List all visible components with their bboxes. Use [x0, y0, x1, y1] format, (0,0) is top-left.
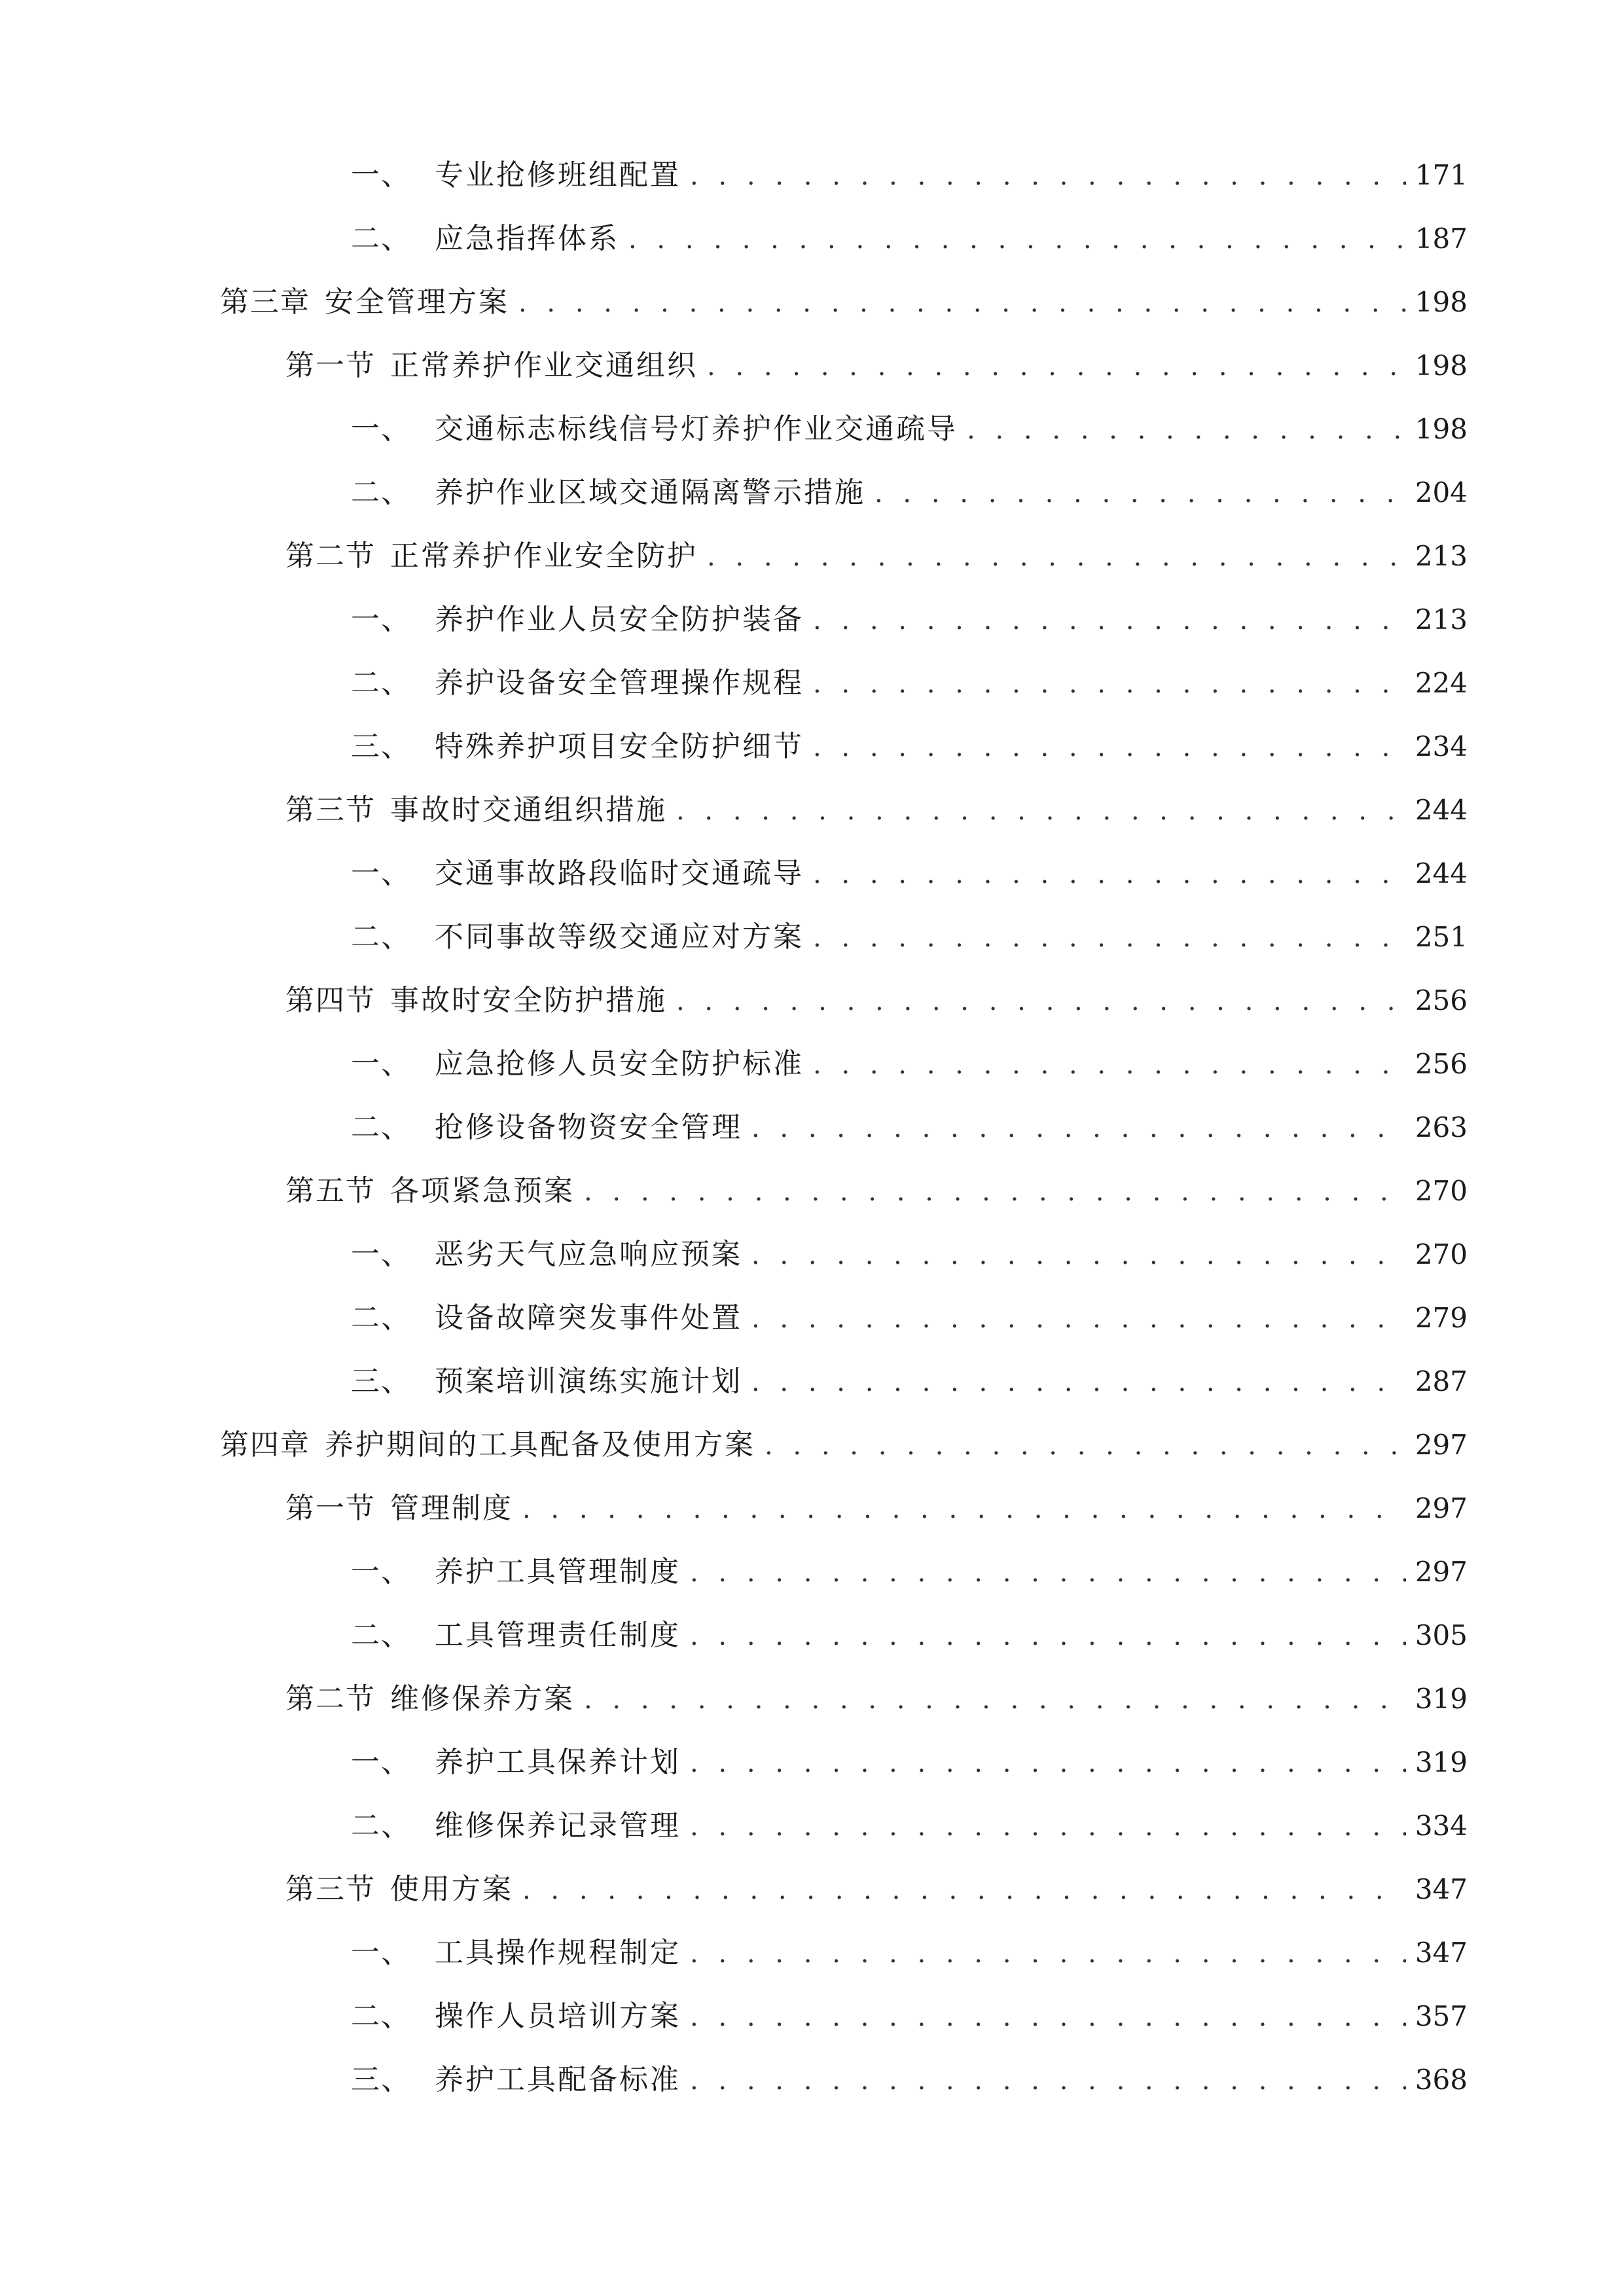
toc-entry-title: 各项紧急预案 [390, 1174, 575, 1208]
toc-entry-number: 第五节 [285, 1174, 376, 1208]
toc-entry-number: 一、 [351, 603, 411, 636]
toc-dot-leader [676, 785, 1406, 837]
toc-entry[interactable] [285, 340, 1468, 392]
toc-entry-title: 特殊养护项目安全防护细节 [435, 730, 804, 763]
toc-entry[interactable] [351, 1038, 1468, 1090]
toc-entry[interactable] [351, 403, 1468, 456]
toc-dot-leader [875, 467, 1406, 520]
toc-entry-page: 319 [1415, 1683, 1468, 1715]
toc-dot-leader [676, 975, 1406, 1028]
toc-entry[interactable] [351, 467, 1468, 519]
toc-entry-number: 二、 [351, 1111, 411, 1144]
toc-entry-page: 171 [1415, 159, 1468, 191]
toc-entry-number: 三、 [351, 730, 411, 763]
toc-entry-page: 347 [1415, 1937, 1468, 1969]
toc-entry-title: 交通标志标线信号灯养护作业交通疏导 [435, 412, 958, 446]
toc-entry[interactable] [351, 657, 1468, 709]
toc-dot-leader [690, 150, 1406, 202]
toc-entry-number: 二、 [351, 476, 411, 509]
toc-entry[interactable] [351, 1736, 1468, 1789]
toc-entry-number: 第三节 [285, 1873, 376, 1906]
toc-dot-leader [518, 277, 1406, 329]
toc-entry-page: 347 [1415, 1873, 1468, 1905]
toc-dot-leader [751, 1293, 1406, 1345]
toc-entry[interactable] [285, 784, 1468, 836]
toc-entry-title: 正常养护作业安全防护 [390, 539, 698, 573]
toc-entry-title: 使用方案 [390, 1873, 513, 1906]
toc-entry-title: 维修保养方案 [390, 1682, 575, 1715]
toc-entry-page: 198 [1415, 350, 1468, 382]
toc-entry[interactable] [351, 149, 1468, 202]
toc-entry[interactable] [285, 975, 1468, 1027]
toc-entry-number: 一、 [351, 1555, 411, 1588]
toc-entry-number: 一、 [351, 1047, 411, 1081]
toc-entry-page: 334 [1415, 1810, 1468, 1842]
toc-entry-title: 工具管理责任制度 [435, 1619, 681, 1652]
toc-entry-number: 三、 [351, 1365, 411, 1398]
toc-entry[interactable] [285, 530, 1468, 583]
toc-entry-title: 不同事故等级交通应对方案 [435, 920, 804, 954]
toc-entry[interactable] [351, 721, 1468, 773]
toc-entry-number: 二、 [351, 1809, 411, 1842]
toc-entry-title: 应急抢修人员安全防护标准 [435, 1047, 804, 1081]
toc-dot-leader [690, 2054, 1406, 2107]
toc-dot-leader [751, 1356, 1406, 1408]
toc-entry-title: 预案培训演练实施计划 [435, 1365, 742, 1398]
toc-entry-number: 第三节 [285, 793, 376, 827]
toc-entry-page: 279 [1415, 1302, 1468, 1334]
toc-dot-leader [813, 658, 1406, 710]
toc-dot-leader [584, 1674, 1406, 1726]
toc-dot-leader [813, 912, 1406, 964]
toc-dot-leader [707, 340, 1406, 393]
toc-entry-number: 一、 [351, 1238, 411, 1271]
toc-entry-page: 244 [1415, 857, 1468, 889]
toc-entry-title: 养护作业人员安全防护装备 [435, 603, 804, 636]
toc-dot-leader [813, 594, 1406, 647]
toc-entry-title: 操作人员培训方案 [435, 2000, 681, 2033]
toc-entry-title: 安全管理方案 [325, 285, 509, 319]
toc-entry-title: 正常养护作业交通组织 [390, 349, 698, 382]
toc-dot-leader [813, 1039, 1406, 1091]
toc-entry-number: 二、 [351, 920, 411, 954]
toc-entry-page: 305 [1415, 1619, 1468, 1651]
toc-entry-number: 第二节 [285, 1682, 376, 1715]
toc-entry[interactable] [220, 1419, 1468, 1471]
toc-entry[interactable] [351, 2054, 1468, 2106]
toc-entry-number: 第一节 [285, 349, 376, 382]
toc-entry-title: 设备故障突发事件处置 [435, 1301, 742, 1335]
toc-entry-number: 一、 [351, 1936, 411, 1969]
toc-entry-title: 工具操作规程制定 [435, 1936, 681, 1969]
toc-dot-leader [690, 1991, 1406, 2043]
toc-entry-number: 一、 [351, 857, 411, 890]
toc-entry-title: 维修保养记录管理 [435, 1809, 681, 1842]
toc-dot-leader [522, 1864, 1406, 1916]
toc-dot-leader [707, 531, 1406, 583]
toc-dot-leader [690, 1737, 1406, 1789]
toc-entry-page: 297 [1415, 1556, 1468, 1588]
toc-entry-title: 事故时安全防护措施 [390, 984, 667, 1017]
toc-dot-leader [813, 721, 1406, 774]
toc-entry-number: 二、 [351, 666, 411, 700]
toc-dot-leader [967, 404, 1406, 456]
toc-entry-page: 251 [1415, 921, 1468, 953]
toc-entry-page: 256 [1415, 1048, 1468, 1080]
toc-entry-number: 第三章 [220, 285, 310, 319]
toc-entry-title: 交通事故路段临时交通疏导 [435, 857, 804, 890]
toc-entry[interactable] [351, 1927, 1468, 1979]
toc-dot-leader [690, 1928, 1406, 1980]
toc-entry-page: 270 [1415, 1175, 1468, 1207]
toc-dot-leader [690, 1610, 1406, 1662]
toc-entry[interactable] [285, 1863, 1468, 1916]
toc-entry-page: 263 [1415, 1111, 1468, 1143]
toc-entry-number: 第二节 [285, 539, 376, 573]
toc-dot-leader [690, 1547, 1406, 1599]
toc-entry[interactable] [285, 1673, 1468, 1725]
toc-entry-number: 三、 [351, 2063, 411, 2096]
toc-entry[interactable] [351, 1609, 1468, 1662]
toc-entry-title: 养护设备安全管理操作规程 [435, 666, 804, 700]
toc-entry-title: 应急指挥体系 [435, 222, 619, 255]
toc-entry-number: 一、 [351, 158, 411, 192]
toc-entry-number: 一、 [351, 1746, 411, 1779]
toc-dot-leader [813, 848, 1406, 901]
toc-entry[interactable] [351, 213, 1468, 265]
toc-entry-number: 第四章 [220, 1428, 310, 1462]
toc-entry[interactable] [351, 1102, 1468, 1154]
toc-dot-leader [751, 1229, 1406, 1282]
toc-entry-number: 第一节 [285, 1492, 376, 1525]
toc-entry-number: 一、 [351, 412, 411, 446]
toc-entry-page: 213 [1415, 540, 1468, 572]
toc-entry-page: 204 [1415, 476, 1468, 509]
toc-entry-title: 养护工具管理制度 [435, 1555, 681, 1588]
toc-entry[interactable] [351, 1229, 1468, 1281]
toc-entry-title: 管理制度 [390, 1492, 513, 1525]
toc-entry-number: 二、 [351, 2000, 411, 2033]
toc-entry[interactable] [351, 594, 1468, 646]
toc-dot-leader [690, 1801, 1406, 1853]
toc-entry-number: 二、 [351, 1301, 411, 1335]
toc-entry-title: 养护工具配备标准 [435, 2063, 681, 2096]
toc-entry[interactable] [351, 1292, 1468, 1344]
toc-entry-page: 198 [1415, 413, 1468, 445]
toc-entry-page: 368 [1415, 2064, 1468, 2096]
toc-entry[interactable] [220, 276, 1468, 329]
toc-entry[interactable] [351, 1546, 1468, 1598]
toc-entry-page: 187 [1415, 223, 1468, 255]
toc-entry-page: 357 [1415, 2000, 1468, 2032]
toc-entry[interactable] [351, 911, 1468, 963]
toc-entry-page: 256 [1415, 984, 1468, 1016]
toc-entry-title: 专业抢修班组配置 [435, 158, 681, 192]
toc-entry-page: 319 [1415, 1746, 1468, 1778]
toc-entry-title: 养护期间的工具配备及使用方案 [325, 1428, 755, 1462]
toc-entry-title: 养护工具保养计划 [435, 1746, 681, 1779]
toc-dot-leader [765, 1420, 1406, 1472]
toc-entry[interactable] [351, 848, 1468, 900]
toc-entry-title: 抢修设备物资安全管理 [435, 1111, 742, 1144]
toc-entry-page: 297 [1415, 1492, 1468, 1524]
toc-entry-page: 287 [1415, 1365, 1468, 1397]
toc-entry[interactable] [351, 1990, 1468, 2043]
toc-entry-title: 恶劣天气应急响应预案 [435, 1238, 742, 1271]
toc-entry[interactable] [351, 1800, 1468, 1852]
toc-entry-title: 养护作业区域交通隔离警示措施 [435, 476, 865, 509]
toc-entry-page: 297 [1415, 1429, 1468, 1461]
toc-entry[interactable] [285, 1165, 1468, 1217]
toc-entry-title: 事故时交通组织措施 [390, 793, 667, 827]
toc-entry-page: 224 [1415, 667, 1468, 699]
toc-entry-number: 第四节 [285, 984, 376, 1017]
toc-entry-number: 二、 [351, 222, 411, 255]
toc-entry[interactable] [351, 1355, 1468, 1408]
toc-dot-leader [751, 1102, 1406, 1155]
toc-entry-page: 244 [1415, 794, 1468, 826]
toc-entry[interactable] [285, 1482, 1468, 1535]
toc-entry-page: 234 [1415, 730, 1468, 762]
toc-dot-leader [522, 1483, 1406, 1535]
toc-entry-number: 二、 [351, 1619, 411, 1652]
toc-dot-leader [584, 1166, 1406, 1218]
toc-dot-leader [628, 213, 1406, 266]
toc-entry-page: 213 [1415, 603, 1468, 636]
toc-entry-page: 198 [1415, 286, 1468, 318]
toc-entry-page: 270 [1415, 1238, 1468, 1270]
